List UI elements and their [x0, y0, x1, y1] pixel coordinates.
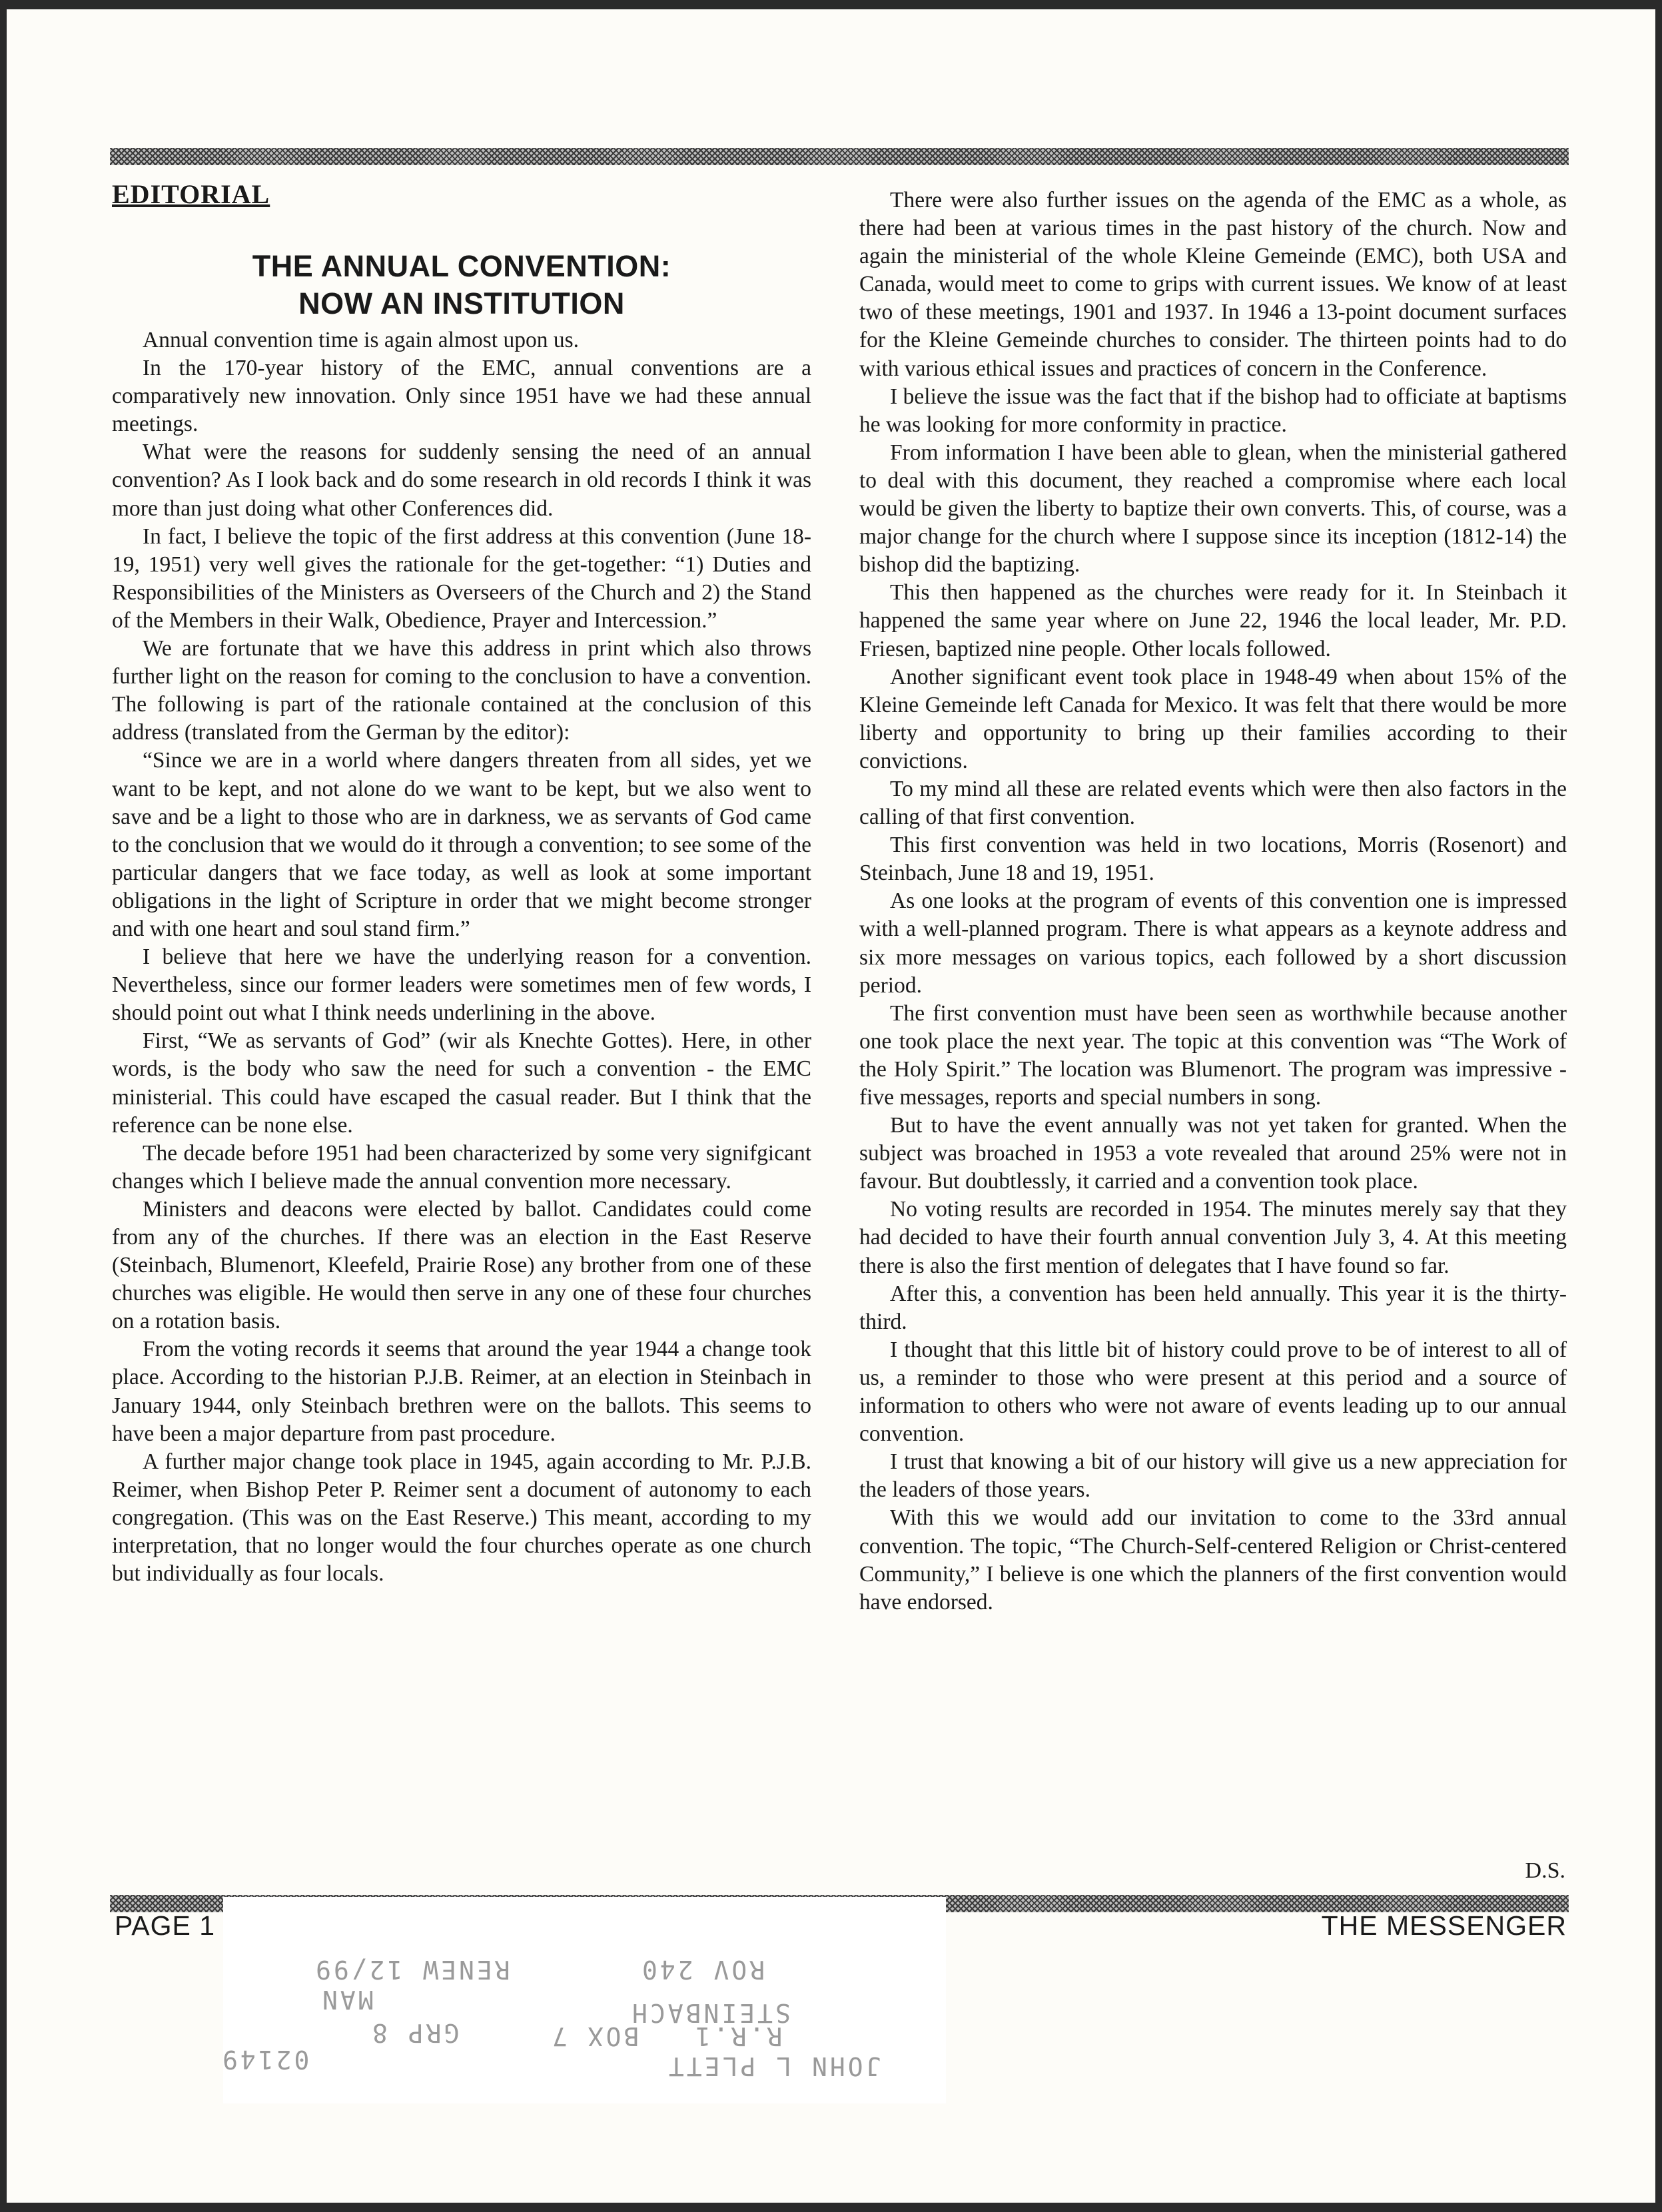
paragraph: In fact, I believe the topic of the first address at this convention (June 18-19, 1951) very well gives the rationale for the get-together: “1) Duties and Responsibilities of the Ministers as Overseers of the Church and 2) the Stand of the Members in their Walk, Obedience, Prayer and Intercession.” [112, 524, 811, 633]
scan-border-bottom [0, 2203, 1662, 2212]
paragraph: From the voting records it seems that around the year 1944 a change took place. According to the historian P.J.B. Reimer, at an election in Steinbach in January 1944, only Steinbach brethren were on the ballots. This seems to have been a major departure from past procedure. [112, 1337, 811, 1446]
paragraph: With this we would add our invitation to come to the 33rd annual convention. The topic, “The Church-Self-centered Religion or Christ-centered Community,” I believe is one which the planners of the first convention would have endorsed. [859, 1505, 1567, 1615]
mailing-label-province: MAN [320, 1985, 374, 2014]
paragraph: The first convention must have been seen as worthwhile because another one took place the next year. The topic at this convention was “The Work of the Holy Spirit.” The location was Blumenort. The program was impressive - five messages, reports and special numbers in song. [859, 1000, 1567, 1110]
paragraph: First, “We as servants of God” (wir als Knechte Gottes). Here, in other words, is the body who saw the need for such a convention - the EMC ministerial. This could have escaped the casual reader. But I think that the reference can be none else. [112, 1028, 811, 1138]
paragraph: After this, a convention has been held annually. This year it is the thirty-third. [859, 1281, 1567, 1334]
paragraph: I believe the issue was the fact that if the bishop had to officiate at baptisms he was looking for more conformity in practice. [859, 384, 1567, 437]
publication-name: THE MESSENGER [1321, 1910, 1567, 1941]
paragraph: To my mind all these are related events which were then also factors in the calling of that first convention. [859, 776, 1567, 830]
paragraph: As one looks at the program of events of this convention one is impressed with a well-planned program. There is what appears as a keynote address and six more messages on various topics, each followed by a short discussion period. [859, 889, 1567, 998]
scan-border-left [0, 0, 7, 2212]
paragraph: Ministers and deacons were elected by ballot. Candidates could come from any of the churches. If there was an election in the East Reserve (Steinbach, Blumenort, Kleefeld, Prairie Rose) any brother from one of these churches was eligible. He would then serve in any one of these four churches on a rotation basis. [112, 1196, 811, 1334]
paragraph: But to have the event annually was not yet taken for granted. When the subject was broached in 1953 a vote revealed that around 25% were not in favour. But doubtlessly, it carried and a convention took place. [859, 1113, 1567, 1194]
paragraph: In the 170-year history of the EMC, annual conventions are a comparatively new innovation. Only since 1951 have we had these annual meetings. [112, 356, 811, 437]
paragraph: I thought that this little bit of history could prove to be of interest to all of us, a reminder to those who were present at this period and a source of information to others who were not aware of events leading up to our annual convention. [859, 1337, 1567, 1447]
left-column [112, 326, 811, 1588]
paragraph: Another significant event took place in 1948-49 when about 15% of the Kleine Gemeinde left Canada for Mexico. It was felt that there would be more liberty and opportunity to bring up their families according to their convictions. [859, 664, 1567, 773]
top-hatched-rule [110, 148, 1569, 165]
mailing-label-account: 02149 [220, 2045, 310, 2074]
paragraph: I trust that knowing a bit of our history will give us a new appreciation for the leaders of those years. [859, 1449, 1567, 1503]
headline-line-1: THE ANNUAL CONVENTION: [252, 249, 671, 283]
paragraph: This first convention was held in two locations, Morris (Rosenort) and Steinbach, June 18 and 19, 1951. [859, 833, 1567, 886]
page-number: PAGE 1 [115, 1910, 216, 1941]
paragraph: Annual convention time is again almost upon us. [143, 328, 580, 352]
mailing-label-route: ROV 240 [639, 1955, 765, 1984]
paragraph: I believe that here we have the underlying reason for a convention. Nevertheless, since our former leaders were sometimes men of few words, I should point out what I think needs underlining in the above. [112, 944, 811, 1026]
paragraph: This then happened as the churches were ready for it. In Steinbach it happened the same year where on June 22, 1946 the local leader, Mr. P.D. Friesen, baptized nine people. Other locals followed. [859, 580, 1567, 661]
scan-border-top [0, 0, 1662, 9]
paragraph: There were also further issues on the agenda of the EMC as a whole, as there had been at various times in the past history of the church. Now and again the ministerial of the whole Kleine Gemeinde (EMC), both USA and Canada, would meet to come to grips with current issues. We know of at least two of these meetings, 1901 and 1937. In 1946 a 13-point document surfaces for the Kleine Gemeinde churches to consider. The thirteen points had to do with various ethical issues and practices of concern in the Conference. [859, 188, 1567, 381]
author-signature: D.S. [1525, 1858, 1565, 1883]
scan-border-right [1655, 0, 1662, 2212]
mailing-label-name: JOHN L PLETT [666, 2051, 881, 2081]
headline-line-2: NOW AN INSTITUTION [298, 286, 625, 320]
paragraph: We are fortunate that we have this address in print which also throws further light on the reason for coming to the conclusion to have a convention. The following is part of the rationale contained at the conclusion of this address (translated from the German by the editor): [112, 636, 811, 745]
right-column [859, 186, 1567, 1617]
mailing-label-town: STEINBACH [629, 1998, 791, 2028]
section-label: EDITORIAL [112, 179, 270, 209]
paragraph: The decade before 1951 had been characterized by some very signifgicant changes which I believe made the annual convention more necessary. [112, 1140, 811, 1194]
paragraph: No voting results are recorded in 1954. The minutes merely say that they had decided to have their fourth annual convention July 3, 4. At this meeting there is also the first mention of delegates that I have found so far. [859, 1197, 1567, 1278]
headline [112, 248, 811, 322]
paragraph: A further major change took place in 1945, again according to Mr. P.J.B. Reimer, when Bishop Peter P. Reimer sent a document of autonomy to each congregation. (This was on the East Reserve.) This meant, according to my interpretation, that no longer would the four churches operate as one church but individually as four locals. [112, 1449, 811, 1587]
paragraph: From information I have been able to glean, when the ministerial gathered to deal with this document, they reached a compromise where each local would be given the liberty to baptize their own converts. This, of course, was a major change for the church where I suppose since its inception (1812-14) the bishop did the baptizing. [859, 440, 1567, 577]
quoted-paragraph: “Since we are in a world where dangers threaten from all sides, yet we want to be kept, and not alone do we want to be kept, but we also went to save and be a light to those who are in darkness, we as servants of God came to the conclusion that we would do it through a convention; to see some of the particular dangers that we face today, as well as look at some important obligations in the light of Scripture in order that we might become stronger and with one heart and soul stand firm.” [112, 748, 811, 941]
mailing-label-renew: RENEW 12/99 [313, 1955, 510, 1984]
mailing-label-rural-route: R.R.1 BOX 7 [550, 2022, 783, 2051]
mailing-label-group: GRP 8 [370, 2018, 460, 2047]
paragraph: What were the reasons for suddenly sensing the need of an annual convention? As I look back and do some research in old records I think it was more than just doing what other Conferences did. [112, 440, 811, 521]
